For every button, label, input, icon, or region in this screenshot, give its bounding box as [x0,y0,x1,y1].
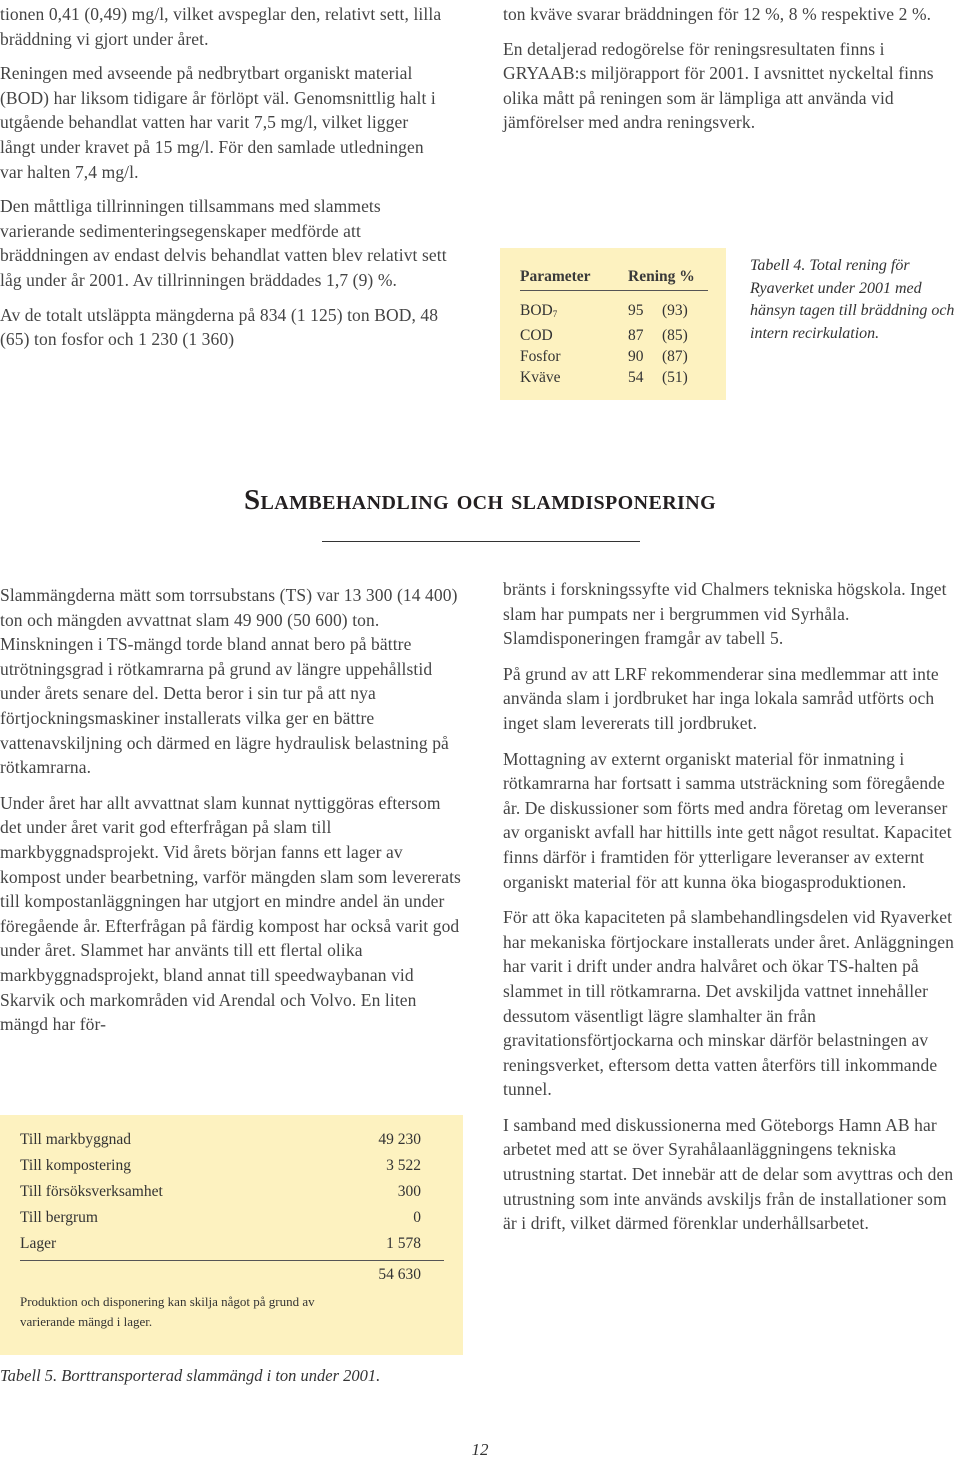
table-4-body [520,300,710,388]
row-value: 300 [397,1183,421,1200]
row-label: Till markbyggnad [20,1131,131,1148]
paragraph: Av de totalt utsläppta mängderna på 834 (1 125) ton BOD, 48 (65) ton fosfor och 1 230 (1 360) [0,304,439,350]
row-label: Till försöksverksamhet [20,1183,163,1200]
paragraph: Reningen med avseende på nedbrytbart organiskt material (BOD) har liksom tidigare år förlöpt väl. Genomsnittlig halt i utgående behandlat vatten har varit 7,5 mg/l, vilket ligger långt under kravet på 15 mg/l. För den samlade utledningen var halten 7,4 mg/l. [0,63,436,182]
total-value: 54 630 [378,1266,421,1283]
value-cell: 87 [628,327,644,344]
paragraph: Den måttliga tillrinningen tillsammans med slammets varierande sedimenteringsegenskaper medförde att bräddningen av endast delvis behandlat vatten blev relativt sett låg under år 2001. Av tillrinningen bräddades 1,7 (9) %. [0,196,447,290]
row-value: 3 522 [386,1157,421,1174]
row-value: 1 578 [386,1235,421,1252]
row-label: Lager [20,1235,57,1252]
value-cell: 90 [628,348,644,365]
column-header-parameter: Parameter [520,268,591,285]
table-4 [500,248,726,400]
sum-divider [20,1260,444,1261]
table-row [20,1131,421,1149]
paragraph: Mottagning av externt organiskt material för inmatning i rötkamrarna har fortsatt i samma utsträckning som föregående år. De diskussioner som förts med andra företag om leveranser av organiskt avfall har hittills inte gett något resultat. Kapacitet finns därför i framtiden för ytterligare leveranser av externt organiskt material för att kunna öka biogasproduktionen. [503,748,952,892]
paragraph: På grund av att LRF rekommenderar sina medlemmar att inte använda slam i jordbruket har inga lokala samråd utförts och inget slam levererats till jordbruket. [503,663,939,733]
table-row [520,325,710,346]
table-row [520,367,710,388]
paragraph: tionen 0,41 (0,49) mg/l, vilket avspeglar den, relativt sett, lilla bräddning vi gjort under året. [0,4,442,49]
paragraph: bränts i forskningssyfte vid Chalmers tekniska högskola. Inget slam har pumpats ner i bergrummen vid Syrhåla. Slamdisponeringen framgår av tabell 5. [503,579,947,649]
table-4-header [520,268,708,291]
previous-value-cell: (93) [662,302,688,319]
heading-divider [322,541,640,542]
bottom-right-column [503,577,960,1246]
paragraph: I samband med diskussionerna med Göteborgs Hamn AB har arbetet med att se över Syrahålaanläggningens tekniska utrustning startat. Det innebär att de delar som avyttras och den utrustning som inte används avskiljs från de installationer som är i drift, vilket därmed förenklar underhållsarbetet. [503,1114,954,1234]
table-row [520,300,710,325]
table-total-row [20,1266,421,1284]
paragraph: Slammängderna mätt som torrsubstans (TS) var 13 300 (14 400) ton och mängden avvattnat slam 49 900 (50 600) ton. Minskningen i TS-mängd torde bland annat bero på bättre utrötningsgrad i rötkamrarna på grund av längre uppehållstid under årets senare del. Detta beror i sin tur på att nya förtjockningsmaskiner installerats vilka ger en bättre vattenavskiljning och därmed en lägre hydraulisk belastning på rötkamrarna. [0,585,458,778]
section-heading: Slambehandling och slamdisponering [243,484,717,516]
page-number: 12 [471,1440,489,1459]
parameter-cell: Kväve [520,369,561,386]
column-header-rening: Rening % [628,268,695,285]
value-cell: 54 [628,369,644,386]
previous-value-cell: (51) [662,369,688,386]
parameter-cell: Fosfor [520,348,561,365]
table-5-caption: Tabell 5. Borttransporterad slammängd i ton under 2001. [0,1366,381,1385]
row-label: Till bergrum [20,1209,98,1226]
row-value: 0 [413,1209,421,1226]
row-label: Till kompostering [20,1157,131,1174]
paragraph: En detaljerad redogörelse för reningsresultaten finns i GRYAAB:s miljörapport för 2001. I avsnittet nyckeltal finns olika mått på reningen som är lämpliga att använda vid jämförelser med andra reningsverk. [503,38,934,133]
previous-value-cell: (87) [662,348,688,365]
parameter-cell: COD [520,327,553,344]
bottom-left-column [0,583,462,1047]
table-row [20,1209,421,1227]
table-5-note: Produktion och disponering kan skilja något på grund av varierande mängd i lager. [20,1294,315,1329]
paragraph: ton kväve svarar bräddningen för 12 %, 8 % respektive 2 %. [503,4,932,24]
row-value: 49 230 [378,1131,421,1148]
paragraph: Under året har allt avvattnat slam kunnat nyttiggöras eftersom det under året varit god efterfrågan på slam till markbyggnadsprojekt. Vid årets början fanns ett lager av kompost under bearbetning, varför mängden slam som levererats till kompostanläggningen har utgjort en mindre andel än under föregående år. Efterfrågan på färdig kompost har också varit god under året. Slammet har använts till ett flertal olika markbyggnadsprojekt, bland annat till speedwaybanan vid Skarvik och markområden vid Arendal och Volvo. En liten mängd har för- [0,792,461,1035]
value-cell: 95 [628,302,644,319]
top-right-column [503,2,960,145]
parameter-cell: $BOD_7$ [520,302,558,319]
table-4-caption: Tabell 4. Total rening för Ryaverket under 2001 med hänsyn tagen till bräddning och intern recirkulation. [750,257,955,342]
top-left-column [0,2,448,362]
table-row [20,1157,421,1175]
table-5 [0,1115,463,1355]
paragraph: För att öka kapaciteten på slambehandlingsdelen vid Ryaverket har mekaniska förtjockare installerats under året. Anläggningen har varit i drift under andra halvåret och ökar TS-halten på slammet in till rötkamrarna. Det avskiljda vattnet innehåller dessutom väsentligt lägre slamhalter än från gravitationsförtjockarna och minskar därför belastningen av reningsverket, eftersom detta vatten återförs till inkommande tunnel. [503,907,954,1100]
table-row [20,1235,421,1253]
previous-value-cell: (85) [662,327,688,344]
table-row [20,1183,421,1201]
table-row [520,346,710,367]
